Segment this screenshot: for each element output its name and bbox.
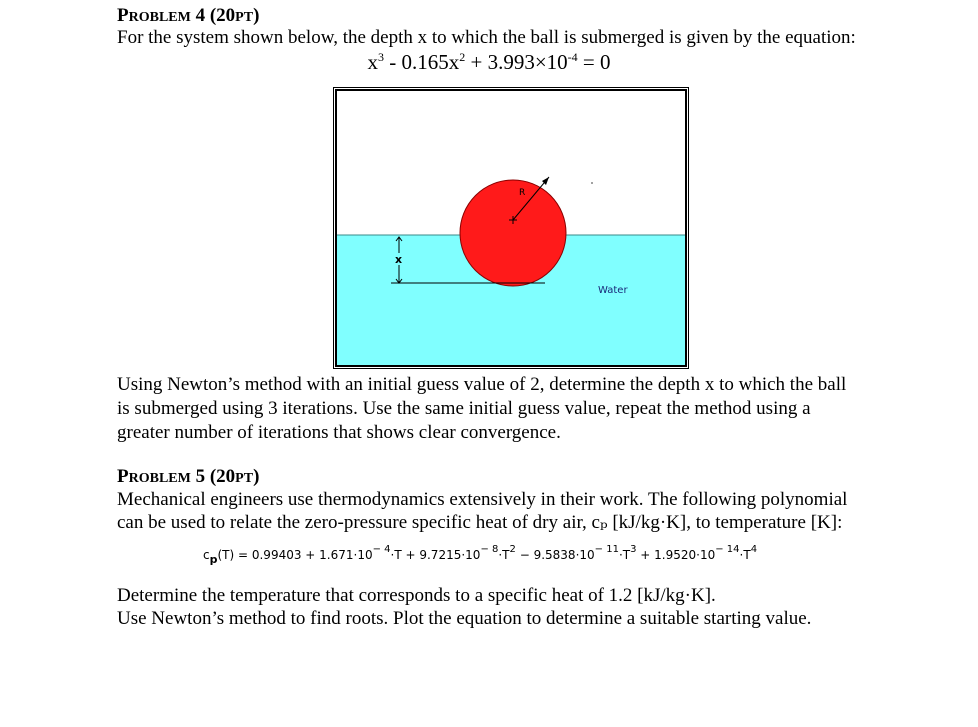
problem-4-intro: For the system shown below, the depth x to which the ball is submerged is given by the equation: — [117, 27, 856, 48]
heading-points: 4 (20 — [190, 5, 236, 26]
problem-4-equation: $x^3 - 0.165x^2 + 3.993\times 10^{-4} = 0$ — [367, 50, 611, 74]
problem-5-line-2: can be used to relate the zero-pressure specific heat of dry air, cₚ [kJ/kg·K], to temperature [K]: — [117, 512, 843, 533]
heading-close: ) — [253, 5, 260, 26]
ball-water-figure — [333, 87, 689, 369]
water-label: Water — [598, 285, 628, 296]
heading-smallcaps: ROBLEM — [128, 10, 191, 25]
problem-4-para-2: is submerged using 3 iterations. Use the same initial guess value, repeat the method using a — [117, 398, 811, 419]
problem-4-para-1: Using Newton’s method with an initial guess value of 2, determine the depth x to which the ball — [117, 374, 847, 395]
heading-letter: P — [117, 5, 129, 26]
depth-label: x — [395, 253, 403, 266]
radius-label: R — [519, 188, 526, 198]
ball — [460, 180, 566, 286]
problem-5-heading: PROBLEM 5 (20PT) — [117, 466, 260, 487]
problem-4-para-3: greater number of iterations that shows clear convergence. — [117, 422, 561, 443]
problem-5-equation: $cp(T) = 0.99403 + 1.671\cdot 10^{- 4}\cdot T + 9.7215\cdot 10^{- 8}\cdot T^2 - 9.5838\cdot 10^{- 11}\cdot T^3 + 1.9520\cdot 10^{- 14}\cdot T^4$ — [203, 544, 758, 566]
problem-5-line-4: Use Newton’s method to find roots. Plot the equation to determine a suitable starting value. — [117, 608, 812, 629]
problem-5-line-1: Mechanical engineers use thermodynamics extensively in their work. The following polynomial — [117, 489, 848, 510]
heading-pt: PT — [235, 10, 254, 25]
problem-5-line-3: Determine the temperature that corresponds to a specific heat of 1.2 [kJ/kg·K]. — [117, 585, 716, 606]
